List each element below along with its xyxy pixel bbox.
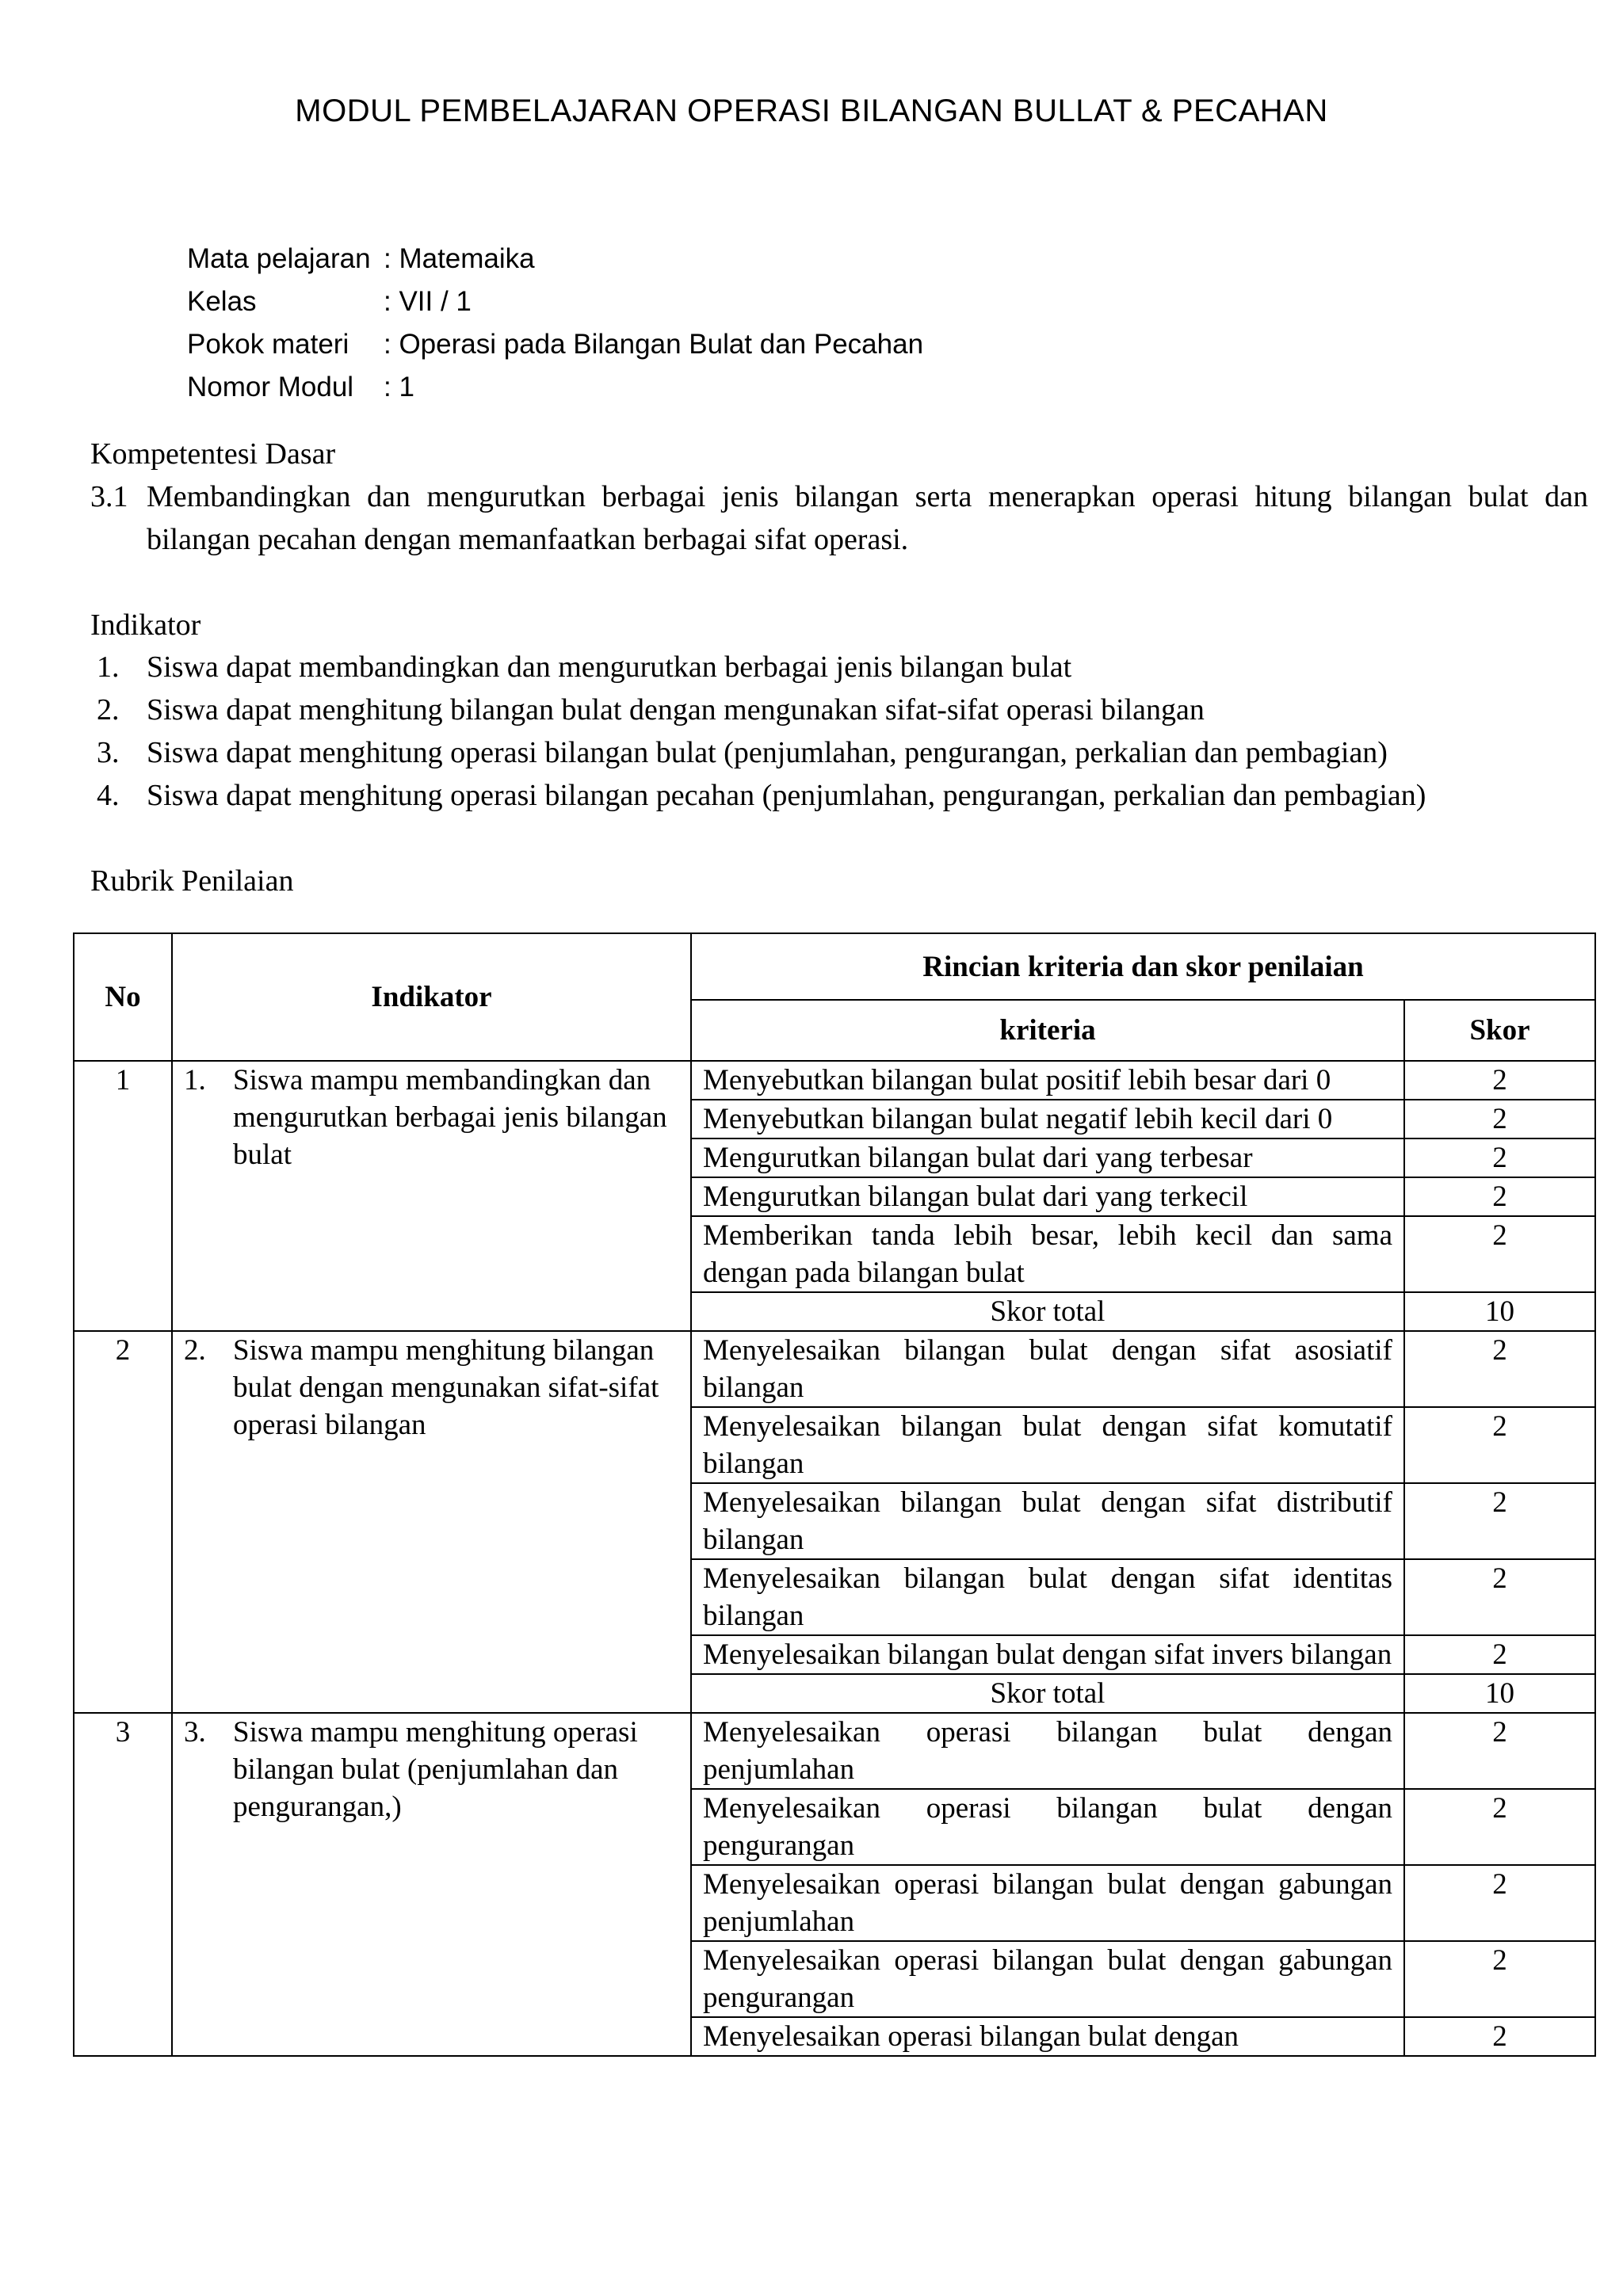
criteria-cell: Menyelesaikan operasi bilangan bulat dengan [691,2017,1404,2056]
indicator-text: Siswa mampu menghitung operasi bilangan bulat (penjumlahan dan pengurangan,) [233,1716,638,1823]
criteria-cell: Menyelesaikan operasi bilangan bulat dengan pengurangan [691,1789,1404,1865]
total-label: Skor total [691,1292,1404,1331]
table-header-row [74,933,1595,1000]
meta-row-subject [187,238,923,280]
table-row [74,1061,1595,1100]
table-row [74,1331,1595,1407]
score-cell: 2 [1404,1559,1595,1635]
indicator-cell [172,1331,691,1713]
list-item-number: 2. [97,693,120,727]
list-item-number: 1. [97,650,120,684]
criteria-cell: Mengurutkan bilangan bulat dari yang terbesar [691,1138,1404,1177]
rubric-heading: Rubrik Penilaian [90,864,294,898]
criteria-cell: Menyelesaikan operasi bilangan bulat dengan gabungan pengurangan [691,1941,1404,2017]
criteria-cell: Mengurutkan bilangan bulat dari yang terkecil [691,1177,1404,1216]
basic-competence-heading: Kompetentesi Dasar [90,437,336,471]
meta-value: : Matemaika [384,243,535,274]
competence-text-line-1: Membandingkan dan mengurutkan berbagai jenis bilangan serta menerapkan operasi hitung bilangan bulat dan [147,480,1588,513]
indicator-text: Siswa mampu menghitung bilangan bulat dengan mengunakan sifat-sifat operasi bilangan [233,1334,659,1441]
header-score: Skor [1404,1000,1595,1061]
score-cell: 2 [1404,1100,1595,1138]
meta-value: : VII / 1 [384,286,472,317]
indicator-text: Siswa mampu membandingkan dan mengurutkan berbagai jenis bilangan bulat [233,1064,667,1171]
list-item-text: Siswa dapat menghitung operasi bilangan bulat (penjumlahan, pengurangan, perkalian dan pembagian) [147,736,1388,769]
list-item [97,774,1594,817]
score-cell: 2 [1404,1713,1595,1789]
score-cell: 2 [1404,1407,1595,1483]
criteria-cell: Memberikan tanda lebih besar, lebih kecil dan sama dengan pada bilangan bulat [691,1216,1404,1292]
score-cell: 2 [1404,1941,1595,2017]
score-cell: 2 [1404,1138,1595,1177]
score-cell: 2 [1404,1483,1595,1559]
list-item-text: Siswa dapat membandingkan dan mengurutkan berbagai jenis bilangan bulat [147,650,1072,684]
meta-label: Kelas [187,286,257,317]
criteria-cell: Menyelesaikan operasi bilangan bulat dengan gabungan penjumlahan [691,1865,1404,1941]
meta-label: Nomor Modul [187,372,354,402]
meta-label: Pokok materi [187,329,349,360]
score-cell: 2 [1404,1331,1595,1407]
list-item-text: Siswa dapat menghitung bilangan bulat dengan mengunakan sifat-sifat operasi bilangan [147,693,1205,727]
criteria-cell: Menyelesaikan bilangan bulat dengan sifat asosiatif bilangan [691,1331,1404,1407]
list-item [97,646,1594,688]
score-cell: 2 [1404,1865,1595,1941]
row-number: 2 [74,1331,172,1713]
meta-row-module-number [187,366,923,409]
list-item [97,688,1594,731]
header-criteria-details: Rincian kriteria dan skor penilaian [691,933,1595,1000]
total-score: 10 [1404,1674,1595,1713]
criteria-cell: Menyelesaikan bilangan bulat dengan sifat komutatif bilangan [691,1407,1404,1483]
list-item-text: Siswa dapat menghitung operasi bilangan pecahan (penjumlahan, pengurangan, perkalian dan pembagian) [147,779,1426,812]
rubric-table [73,933,1596,2057]
score-cell: 2 [1404,1789,1595,1865]
competence-number: 3.1 [90,480,128,513]
list-item-number: 3. [97,736,120,769]
score-cell: 2 [1404,1635,1595,1674]
document-title: MODUL PEMBELAJARAN OPERASI BILANGAN BULLAT & PECAHAN [295,93,1328,128]
criteria-cell: Menyelesaikan operasi bilangan bulat dengan penjumlahan [691,1713,1404,1789]
indicator-number: 1. [184,1064,206,1097]
meta-value: : Operasi pada Bilangan Bulat dan Pecahan [384,329,924,360]
list-item [97,731,1594,774]
indicator-heading: Indikator [90,608,201,642]
meta-value: : 1 [384,372,414,402]
row-number: 3 [74,1713,172,2056]
criteria-cell: Menyelesaikan bilangan bulat dengan sifat distributif bilangan [691,1483,1404,1559]
table-row [74,1713,1595,1789]
score-cell: 2 [1404,1177,1595,1216]
meta-label: Mata pelajaran [187,243,371,274]
indicator-number: 3. [184,1716,206,1749]
score-cell: 2 [1404,2017,1595,2056]
header-indicator: Indikator [172,933,691,1061]
criteria-cell: Menyelesaikan bilangan bulat dengan sifat identitas bilangan [691,1559,1404,1635]
total-label: Skor total [691,1674,1404,1713]
header-criteria: kriteria [691,1000,1404,1061]
indicator-number: 2. [184,1334,206,1367]
criteria-cell: Menyebutkan bilangan bulat positif lebih besar dari 0 [691,1061,1404,1100]
basic-competence-item [90,475,1588,561]
list-item-number: 4. [97,779,120,812]
indicator-list [97,646,1594,817]
row-number: 1 [74,1061,172,1331]
indicator-cell [172,1713,691,2056]
indicator-cell [172,1061,691,1331]
header-no: No [74,933,172,1061]
competence-text-line-2: bilangan pecahan dengan memanfaatkan berbagai sifat operasi. [147,523,909,556]
criteria-cell: Menyelesaikan bilangan bulat dengan sifat invers bilangan [691,1635,1404,1674]
score-cell: 2 [1404,1061,1595,1100]
meta-row-class [187,280,923,323]
module-metadata [187,238,923,409]
criteria-cell: Menyebutkan bilangan bulat negatif lebih kecil dari 0 [691,1100,1404,1138]
score-cell: 2 [1404,1216,1595,1292]
meta-row-topic [187,323,923,366]
total-score: 10 [1404,1292,1595,1331]
